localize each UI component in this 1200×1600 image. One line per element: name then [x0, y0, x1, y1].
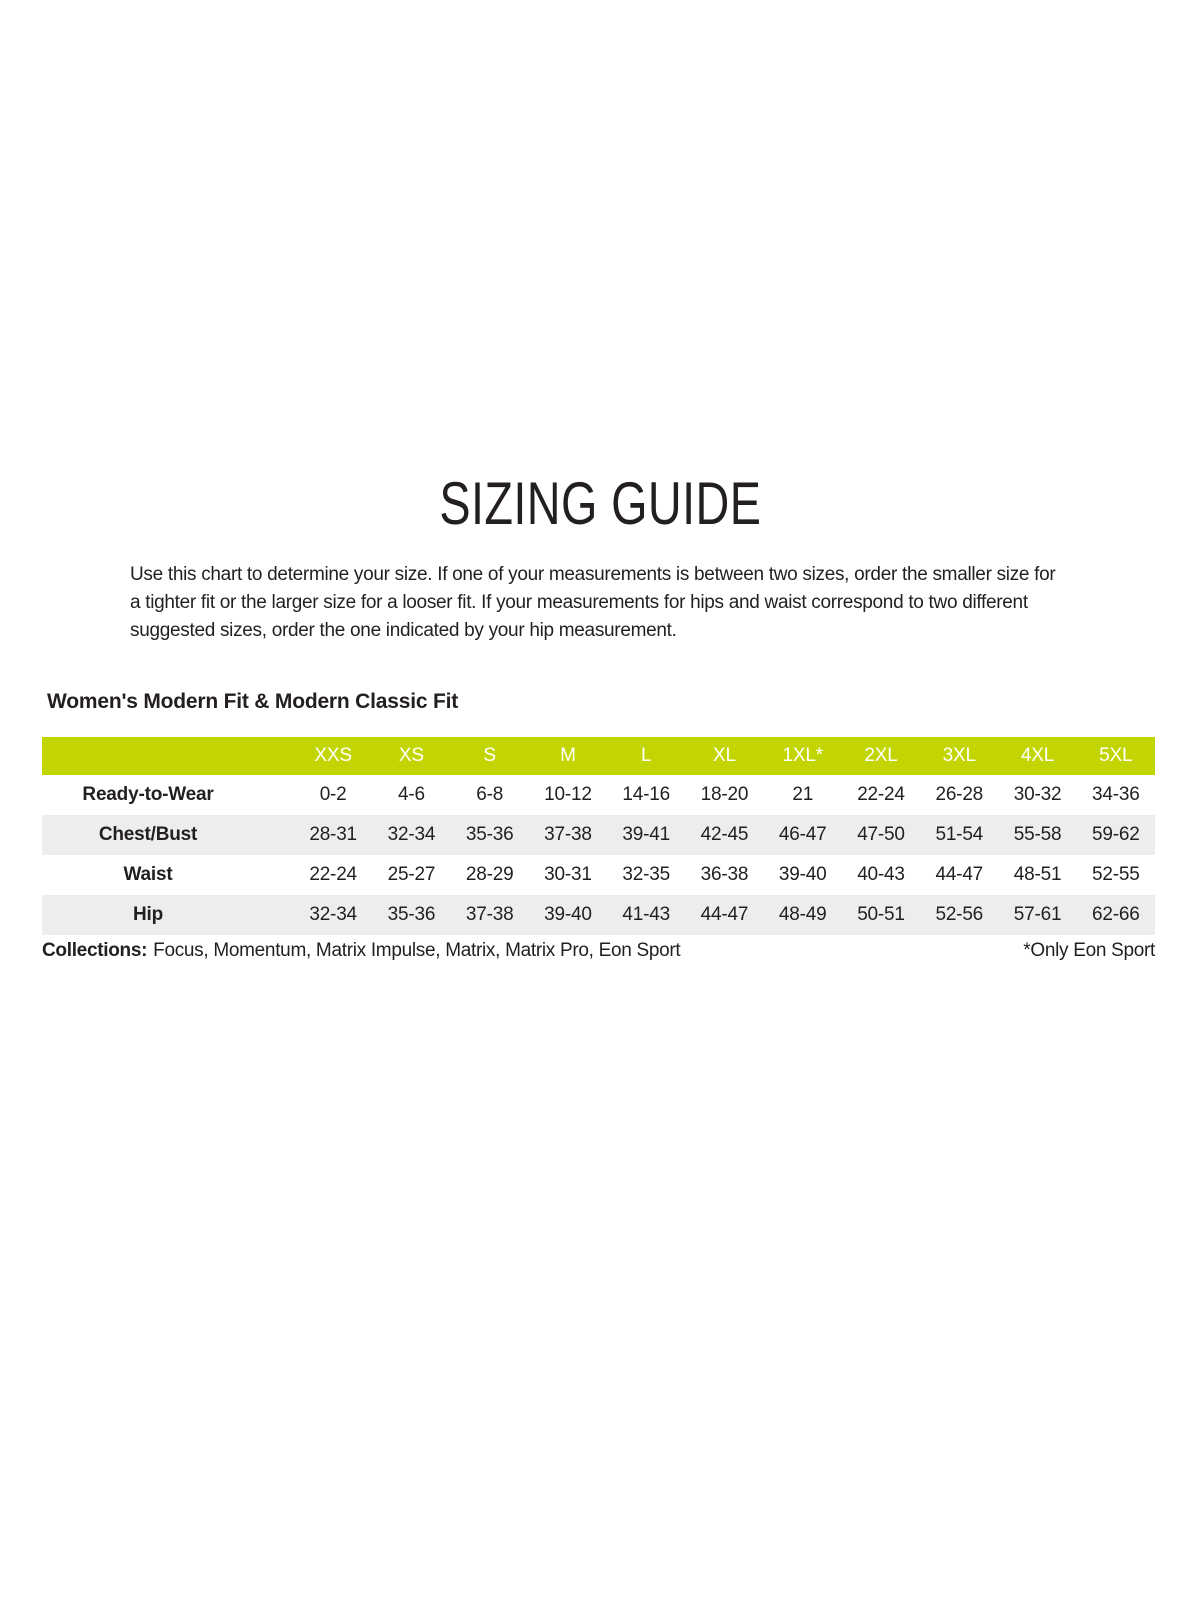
- table-cell: 21: [792, 784, 814, 805]
- table-cell: 35-36: [387, 904, 436, 925]
- table-cell: 18-20: [700, 784, 749, 805]
- table-cell: 36-38: [700, 864, 749, 885]
- column-header-5xl: 5XL: [1099, 745, 1133, 766]
- table-cell: 48-51: [1013, 864, 1062, 885]
- table-cell: 4-6: [397, 784, 425, 805]
- table-cell: 34-36: [1091, 784, 1140, 805]
- table-cell: 57-61: [1013, 904, 1062, 925]
- table-cell: 32-34: [387, 824, 436, 845]
- table-cell: 32-35: [622, 864, 670, 885]
- table-cell: 46-47: [778, 824, 827, 845]
- table-cell: 52-56: [935, 904, 984, 925]
- table-cell: 51-54: [935, 824, 984, 845]
- table-cell: 39-41: [622, 824, 670, 845]
- column-header-xl: XL: [713, 745, 736, 766]
- column-header-xs: XS: [398, 745, 424, 766]
- table-row-hip: [42, 895, 1155, 935]
- collections-label: Collections:: [42, 940, 148, 961]
- table-row-ready-to-wear: [42, 775, 1155, 815]
- page-title-text: SIZING GUIDE: [439, 470, 761, 537]
- table-cell: 26-28: [935, 784, 984, 805]
- table-cell: 30-31: [544, 864, 592, 885]
- column-header-m: M: [560, 745, 576, 766]
- table-cell: 22-24: [309, 864, 357, 885]
- column-header-1xl: 1XL*: [782, 745, 823, 766]
- column-header-xxs: XXS: [314, 745, 352, 766]
- table-cell: 28-29: [465, 864, 514, 885]
- size-table-header-row: [42, 737, 1155, 775]
- column-header-3xl: 3XL: [942, 745, 976, 766]
- row-label: Ready-to-Wear: [82, 784, 214, 805]
- column-header-s: S: [483, 745, 496, 766]
- table-cell: 41-43: [622, 904, 670, 925]
- row-label: Waist: [123, 864, 173, 885]
- table-cell: 10-12: [544, 784, 592, 805]
- table-cell: 30-32: [1013, 784, 1062, 805]
- table-cell: 25-27: [387, 864, 436, 885]
- column-header-4xl: 4XL: [1020, 745, 1055, 766]
- table-cell: 52-55: [1091, 864, 1140, 885]
- row-label: Hip: [132, 904, 163, 925]
- table-cell: 6-8: [476, 784, 504, 805]
- row-label: Chest/Bust: [98, 824, 198, 845]
- table-cell: 22-24: [857, 784, 905, 805]
- size-table: [42, 737, 1155, 935]
- table-cell: 37-38: [544, 824, 592, 845]
- table-row-chest-bust: [42, 815, 1155, 855]
- collections-list: Focus, Momentum, Matrix Impulse, Matrix, Matrix Pro, Eon Sport: [153, 940, 681, 961]
- table-cell: 39-40: [778, 864, 827, 885]
- section-heading: Women's Modern Fit & Modern Classic Fit: [47, 690, 459, 713]
- table-cell: 37-38: [465, 904, 514, 925]
- table-cell: 50-51: [857, 904, 905, 925]
- table-cell: 44-47: [935, 864, 984, 885]
- table-cell: 47-50: [857, 824, 905, 845]
- column-header-2xl: 2XL: [864, 745, 898, 766]
- table-cell: 40-43: [857, 864, 905, 885]
- table-cell: 48-49: [778, 904, 827, 925]
- table-row-waist: [42, 855, 1155, 895]
- intro-paragraph: Use this chart to determine your size. If one of your measurements is between two sizes, order the smaller size for a tighter fit or the larger size for a looser fit. If your measurements for hips and waist correspond to two different suggested sizes, order the one indicated by your hip measurement.: [130, 564, 1056, 641]
- page-title: [0, 470, 1200, 537]
- table-cell: 59-62: [1091, 824, 1140, 845]
- table-cell: 35-36: [465, 824, 514, 845]
- table-cell: 42-45: [700, 824, 749, 845]
- table-cell: 62-66: [1091, 904, 1140, 925]
- table-cell: 0-2: [319, 784, 347, 805]
- collections-note: [42, 940, 680, 962]
- table-cell: 28-31: [309, 824, 357, 845]
- footnote-only-eon-sport: *Only Eon Sport: [1023, 940, 1155, 961]
- table-cell: 39-40: [544, 904, 592, 925]
- footer-line: [42, 940, 1155, 962]
- column-header-l: L: [641, 745, 652, 766]
- table-cell: 14-16: [622, 784, 670, 805]
- table-cell: 44-47: [700, 904, 749, 925]
- table-cell: 55-58: [1013, 824, 1062, 845]
- table-cell: 32-34: [309, 904, 357, 925]
